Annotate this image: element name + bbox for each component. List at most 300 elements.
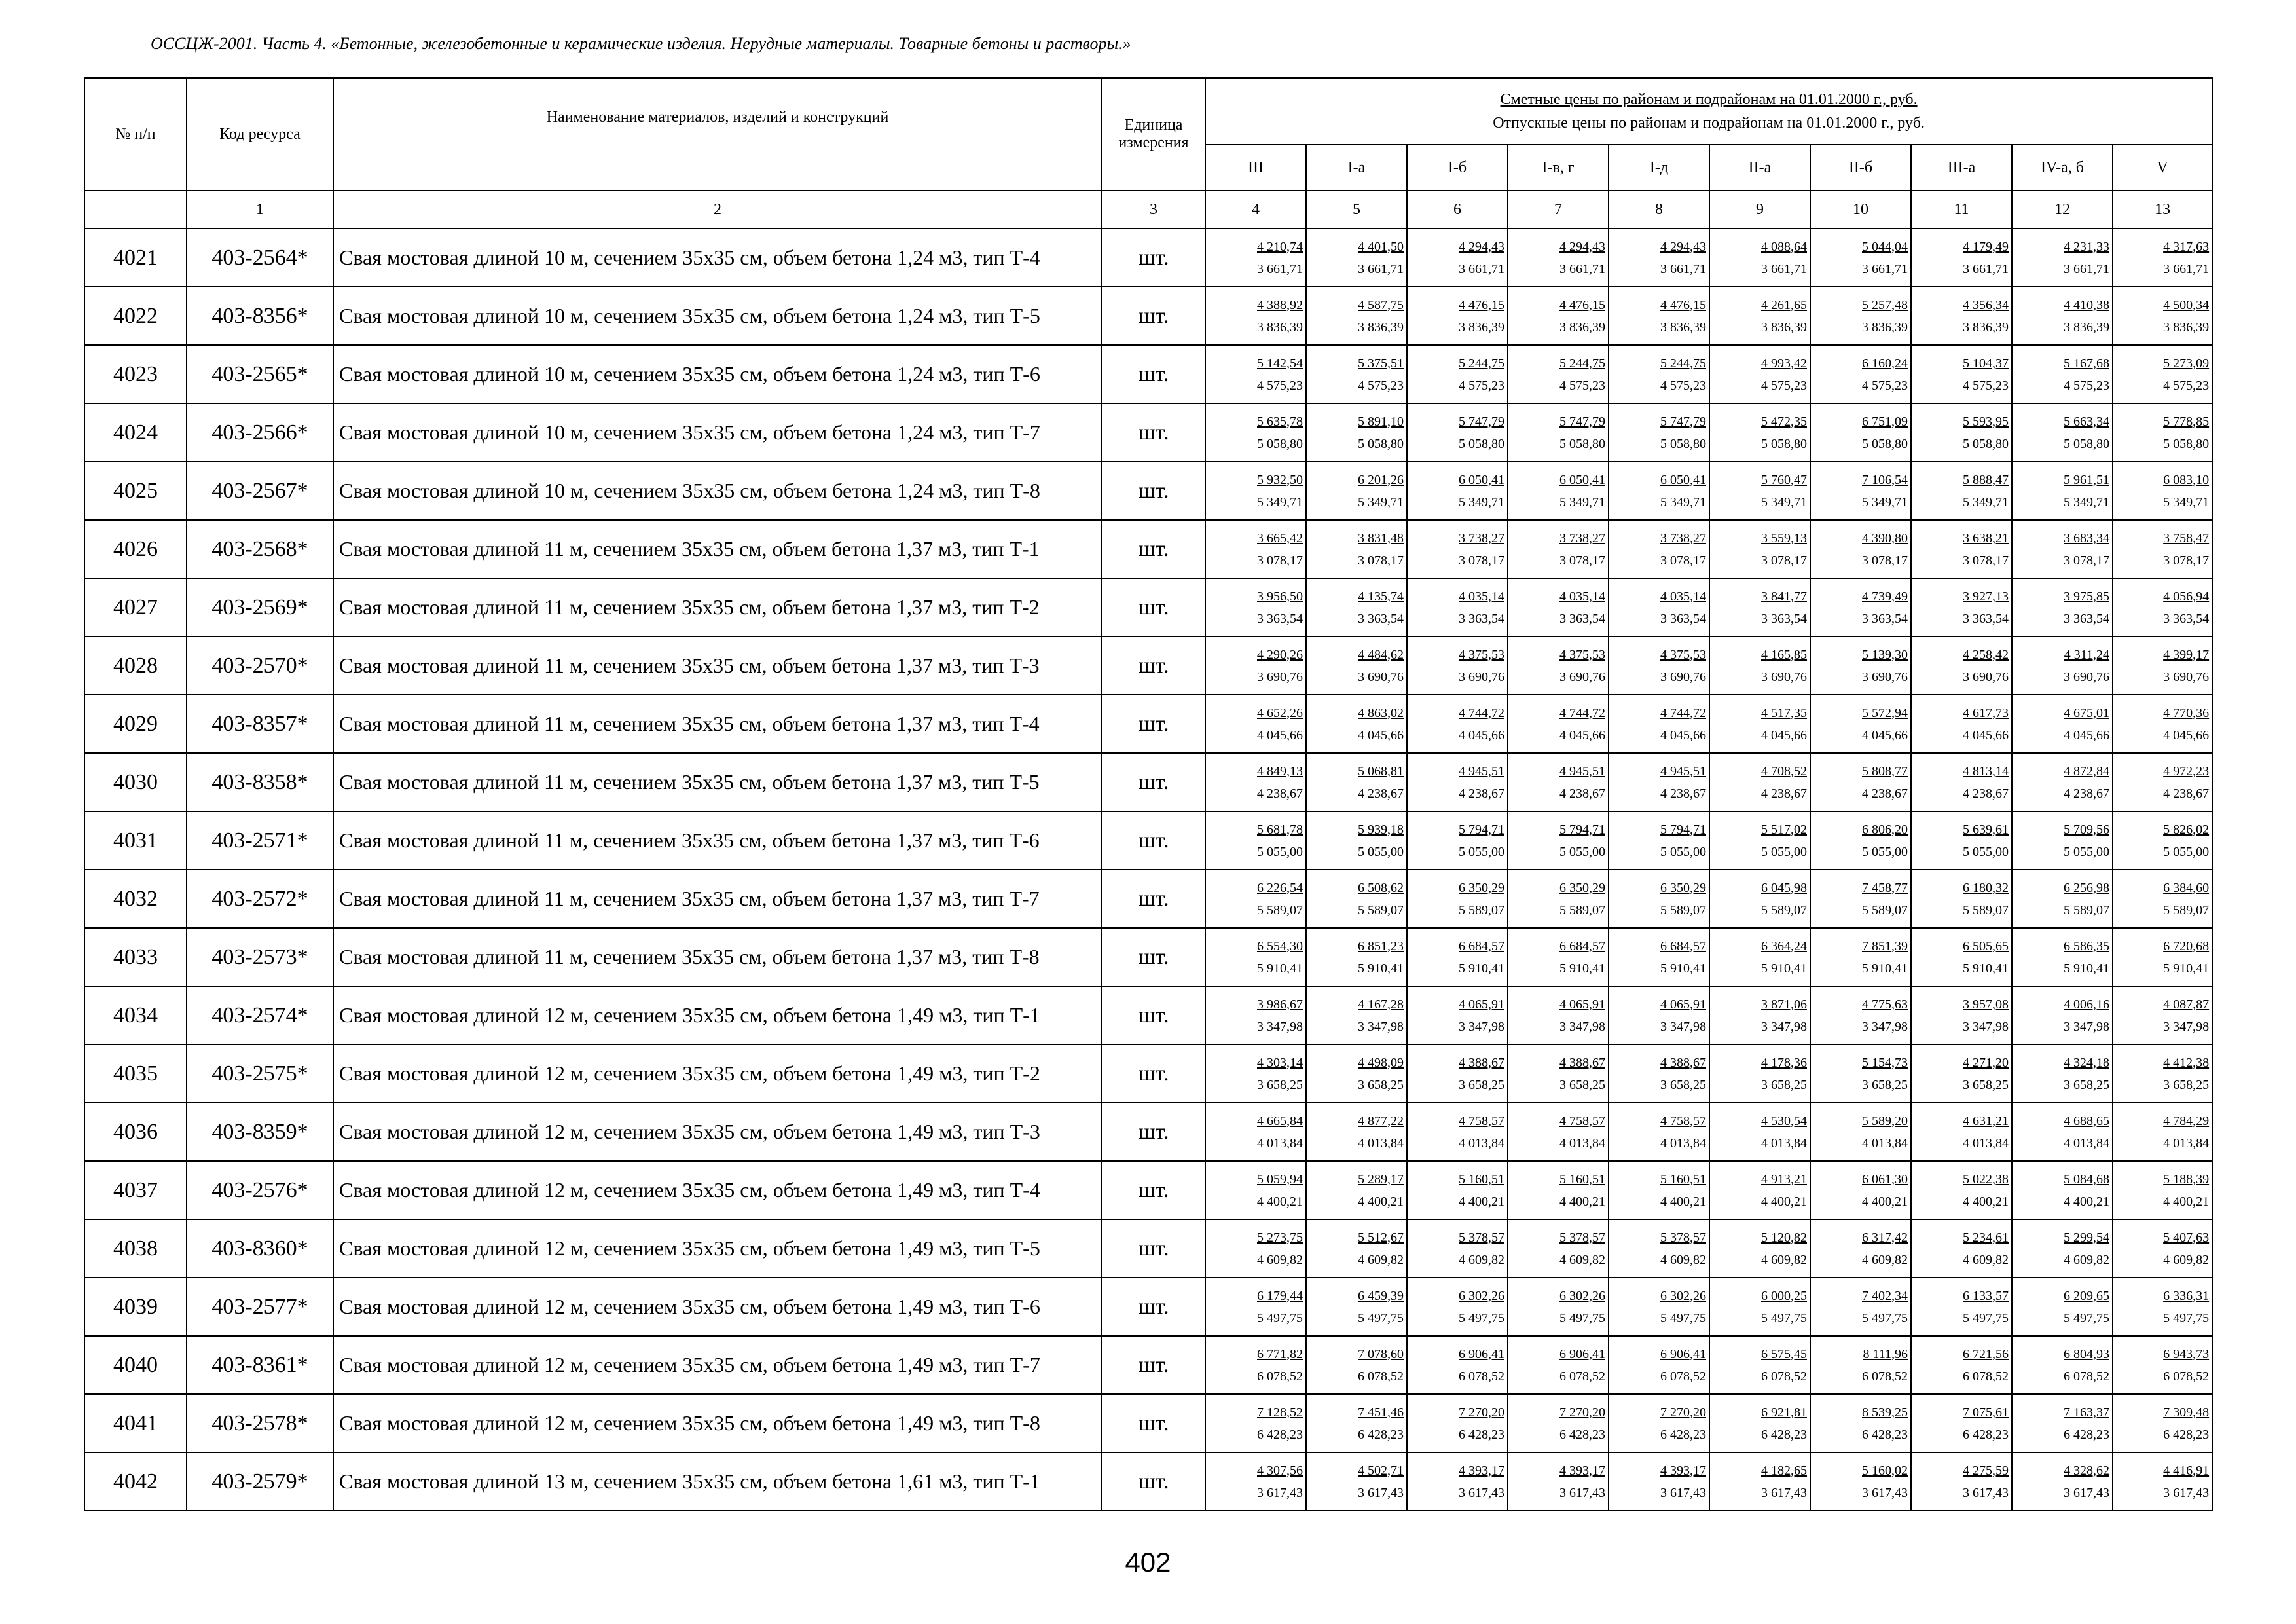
estimate-price: 6 906,41 bbox=[1459, 1346, 1504, 1361]
table-row bbox=[84, 1161, 2212, 1219]
release-price: 3 347,98 bbox=[2064, 1019, 2109, 1034]
estimate-price: 4 775,63 bbox=[1862, 997, 1908, 1012]
estimate-price: 5 160,02 bbox=[1862, 1463, 1908, 1478]
release-price: 3 836,39 bbox=[1660, 320, 1706, 335]
price-cell bbox=[1911, 870, 2012, 928]
estimate-price: 5 681,78 bbox=[1257, 822, 1303, 837]
release-price: 6 078,52 bbox=[1761, 1369, 1807, 1384]
row-number: 4033 bbox=[84, 928, 187, 986]
release-price: 3 617,43 bbox=[2064, 1485, 2109, 1500]
release-price: 4 575,23 bbox=[1660, 378, 1706, 393]
release-price: 5 349,71 bbox=[1459, 494, 1504, 509]
release-price: 6 078,52 bbox=[1257, 1369, 1303, 1384]
row-number: 4028 bbox=[84, 637, 187, 695]
price-cell bbox=[1911, 928, 2012, 986]
price-cell bbox=[2012, 637, 2113, 695]
price-cell bbox=[1709, 345, 1810, 403]
price-cell bbox=[1407, 1452, 1508, 1511]
price-cell bbox=[1508, 1219, 1609, 1278]
estimate-price: 4 167,28 bbox=[1358, 997, 1404, 1012]
unit-of-measure: шт. bbox=[1102, 870, 1205, 928]
release-price: 3 836,39 bbox=[1761, 320, 1807, 335]
release-price: 5 497,75 bbox=[1862, 1310, 1908, 1325]
estimate-price: 6 554,30 bbox=[1257, 938, 1303, 953]
estimate-price: 4 498,09 bbox=[1358, 1055, 1404, 1070]
table-row bbox=[84, 637, 2212, 695]
price-cell bbox=[2113, 1336, 2212, 1394]
header-prices bbox=[1205, 78, 2212, 145]
estimate-price: 4 065,91 bbox=[1559, 997, 1605, 1012]
price-cell bbox=[1709, 753, 1810, 811]
resource-code: 403-2569* bbox=[187, 578, 333, 637]
unit-of-measure: шт. bbox=[1102, 1336, 1205, 1394]
estimate-price: 5 888,47 bbox=[1963, 472, 2009, 487]
price-cell bbox=[1407, 870, 1508, 928]
estimate-price: 7 163,37 bbox=[2064, 1405, 2109, 1420]
release-price: 4 238,67 bbox=[1559, 786, 1605, 801]
column-number: 4 bbox=[1205, 191, 1306, 229]
release-price: 5 910,41 bbox=[1660, 961, 1706, 976]
price-cell bbox=[1810, 928, 1911, 986]
price-cell bbox=[1306, 1161, 1407, 1219]
price-cell bbox=[2113, 287, 2212, 345]
release-price: 5 497,75 bbox=[1358, 1310, 1404, 1325]
estimate-price: 4 872,84 bbox=[2064, 764, 2109, 779]
release-price: 3 836,39 bbox=[1862, 320, 1908, 335]
unit-of-measure: шт. bbox=[1102, 1161, 1205, 1219]
region-header: II-б bbox=[1810, 145, 1911, 191]
unit-of-measure: шт. bbox=[1102, 1278, 1205, 1336]
estimate-price: 4 324,18 bbox=[2064, 1055, 2109, 1070]
resource-code: 403-8360* bbox=[187, 1219, 333, 1278]
estimate-price: 5 794,71 bbox=[1459, 822, 1504, 837]
release-price: 4 400,21 bbox=[2163, 1194, 2210, 1209]
estimate-price: 5 826,02 bbox=[2163, 822, 2210, 837]
release-price: 3 617,43 bbox=[1559, 1485, 1605, 1500]
estimate-price: 5 257,48 bbox=[1862, 297, 1908, 312]
release-price: 3 363,54 bbox=[1358, 611, 1404, 626]
unit-of-measure: шт. bbox=[1102, 695, 1205, 753]
price-cell bbox=[1709, 1044, 1810, 1103]
unit-of-measure: шт. bbox=[1102, 520, 1205, 578]
estimate-price: 7 106,54 bbox=[1862, 472, 1908, 487]
release-price: 4 400,21 bbox=[2064, 1194, 2109, 1209]
estimate-price: 4 035,14 bbox=[1660, 589, 1706, 604]
estimate-price: 5 891,10 bbox=[1358, 414, 1404, 429]
estimate-price: 5 022,38 bbox=[1963, 1172, 2009, 1187]
row-number: 4037 bbox=[84, 1161, 187, 1219]
price-cell bbox=[1508, 637, 1609, 695]
estimate-price: 6 364,24 bbox=[1761, 938, 1807, 953]
estimate-price: 6 050,41 bbox=[1660, 472, 1706, 487]
price-cell bbox=[1810, 520, 1911, 578]
price-cell bbox=[1407, 1103, 1508, 1161]
estimate-price: 4 631,21 bbox=[1963, 1113, 2009, 1128]
release-price: 5 497,75 bbox=[1257, 1310, 1303, 1325]
price-cell bbox=[2012, 1161, 2113, 1219]
estimate-price: 6 133,57 bbox=[1963, 1288, 2009, 1303]
price-cell bbox=[2113, 403, 2212, 462]
release-price: 3 690,76 bbox=[1660, 669, 1706, 684]
price-cell bbox=[2113, 520, 2212, 578]
release-price: 4 400,21 bbox=[1862, 1194, 1908, 1209]
material-name: Свая мостовая длиной 12 м, сечением 35х35 см, объем бетона 1,49 м3, тип Т-3 bbox=[333, 1103, 1102, 1161]
price-cell bbox=[1609, 753, 1709, 811]
column-number: 9 bbox=[1709, 191, 1810, 229]
price-cell bbox=[1709, 695, 1810, 753]
release-price: 5 589,07 bbox=[2064, 902, 2109, 917]
price-cell bbox=[2113, 578, 2212, 637]
release-price: 3 617,43 bbox=[1459, 1485, 1504, 1500]
price-cell bbox=[1407, 753, 1508, 811]
estimate-price: 6 160,24 bbox=[1862, 356, 1908, 371]
material-name: Свая мостовая длиной 12 м, сечением 35х35 см, объем бетона 1,49 м3, тип Т-1 bbox=[333, 986, 1102, 1044]
column-number: 12 bbox=[2012, 191, 2113, 229]
price-cell bbox=[1508, 403, 1609, 462]
price-cell bbox=[1407, 287, 1508, 345]
price-cell bbox=[1306, 1219, 1407, 1278]
estimate-price: 5 593,95 bbox=[1963, 414, 2009, 429]
unit-of-measure: шт. bbox=[1102, 1103, 1205, 1161]
estimate-price: 7 458,77 bbox=[1862, 880, 1908, 895]
material-name: Свая мостовая длиной 11 м, сечением 35х35 см, объем бетона 1,37 м3, тип Т-1 bbox=[333, 520, 1102, 578]
row-number: 4036 bbox=[84, 1103, 187, 1161]
price-cell bbox=[1407, 403, 1508, 462]
table-row bbox=[84, 520, 2212, 578]
price-cell bbox=[1911, 695, 2012, 753]
price-cell bbox=[1205, 870, 1306, 928]
release-price: 3 363,54 bbox=[1963, 611, 2009, 626]
release-price: 4 045,66 bbox=[1459, 728, 1504, 743]
estimate-price: 3 831,48 bbox=[1358, 530, 1404, 545]
resource-code: 403-2567* bbox=[187, 462, 333, 520]
estimate-price: 6 045,98 bbox=[1761, 880, 1807, 895]
price-cell bbox=[1709, 986, 1810, 1044]
price-cell bbox=[1609, 1336, 1709, 1394]
estimate-price: 4 476,15 bbox=[1459, 297, 1504, 312]
estimate-price: 5 472,35 bbox=[1761, 414, 1807, 429]
release-price: 3 078,17 bbox=[1862, 553, 1908, 568]
table-row bbox=[84, 578, 2212, 637]
price-cell bbox=[1911, 229, 2012, 287]
estimate-price: 4 945,51 bbox=[1459, 764, 1504, 779]
estimate-price: 5 794,71 bbox=[1559, 822, 1605, 837]
release-price: 3 658,25 bbox=[1761, 1077, 1807, 1092]
estimate-price: 5 120,82 bbox=[1761, 1230, 1807, 1245]
estimate-price: 4 744,72 bbox=[1559, 705, 1605, 720]
release-price: 6 078,52 bbox=[1559, 1369, 1605, 1384]
price-cell bbox=[1205, 1103, 1306, 1161]
estimate-price: 4 476,15 bbox=[1559, 297, 1605, 312]
price-cell bbox=[1205, 695, 1306, 753]
release-price: 3 363,54 bbox=[1257, 611, 1303, 626]
release-price: 5 055,00 bbox=[2163, 844, 2210, 859]
price-cell bbox=[1810, 695, 1911, 753]
price-cell bbox=[1709, 462, 1810, 520]
price-cell bbox=[2012, 345, 2113, 403]
release-price: 4 400,21 bbox=[1459, 1194, 1504, 1209]
release-price: 5 058,80 bbox=[2163, 436, 2210, 451]
price-cell bbox=[1609, 1044, 1709, 1103]
release-price: 5 349,71 bbox=[2064, 494, 2109, 509]
table-row bbox=[84, 695, 2212, 753]
estimate-price: 5 517,02 bbox=[1761, 822, 1807, 837]
price-cell bbox=[2113, 870, 2212, 928]
price-cell bbox=[1205, 1336, 1306, 1394]
header-estimate-prices: Сметные цены по районам и подрайонам на 01.01.2000 г., руб. bbox=[1500, 91, 1918, 108]
table-row bbox=[84, 1103, 2212, 1161]
price-cell bbox=[1508, 229, 1609, 287]
release-price: 3 836,39 bbox=[1963, 320, 2009, 335]
estimate-price: 4 182,65 bbox=[1761, 1463, 1807, 1478]
estimate-price: 4 375,53 bbox=[1660, 647, 1706, 662]
estimate-price: 5 068,81 bbox=[1358, 764, 1404, 779]
material-name: Свая мостовая длиной 10 м, сечением 35х35 см, объем бетона 1,24 м3, тип Т-4 bbox=[333, 229, 1102, 287]
price-cell bbox=[2113, 753, 2212, 811]
release-price: 5 497,75 bbox=[1559, 1310, 1605, 1325]
price-cell bbox=[1508, 928, 1609, 986]
release-price: 3 617,43 bbox=[1963, 1485, 2009, 1500]
release-price: 3 078,17 bbox=[2064, 553, 2109, 568]
row-number: 4027 bbox=[84, 578, 187, 637]
release-price: 3 078,17 bbox=[1459, 553, 1504, 568]
material-name: Свая мостовая длиной 12 м, сечением 35х35 см, объем бетона 1,49 м3, тип Т-2 bbox=[333, 1044, 1102, 1103]
price-cell bbox=[1609, 403, 1709, 462]
price-cell bbox=[1911, 578, 2012, 637]
resource-code: 403-8358* bbox=[187, 753, 333, 811]
release-price: 4 045,66 bbox=[1660, 728, 1706, 743]
estimate-price: 4 294,43 bbox=[1559, 239, 1605, 254]
release-price: 3 690,76 bbox=[2064, 669, 2109, 684]
release-price: 3 363,54 bbox=[1660, 611, 1706, 626]
price-cell bbox=[1407, 1044, 1508, 1103]
unit-of-measure: шт. bbox=[1102, 1219, 1205, 1278]
resource-code: 403-2566* bbox=[187, 403, 333, 462]
estimate-price: 6 684,57 bbox=[1660, 938, 1706, 953]
price-cell bbox=[1407, 1336, 1508, 1394]
release-price: 3 661,71 bbox=[1862, 261, 1908, 276]
release-price: 6 428,23 bbox=[1963, 1427, 2009, 1442]
estimate-price: 4 311,24 bbox=[2064, 647, 2109, 662]
release-price: 5 055,00 bbox=[1358, 844, 1404, 859]
estimate-price: 4 784,29 bbox=[2163, 1113, 2210, 1128]
estimate-price: 5 299,54 bbox=[2064, 1230, 2109, 1245]
release-price: 4 575,23 bbox=[1459, 378, 1504, 393]
estimate-price: 4 393,17 bbox=[1559, 1463, 1605, 1478]
table-row bbox=[84, 462, 2212, 520]
price-cell bbox=[1609, 695, 1709, 753]
estimate-price: 4 375,53 bbox=[1559, 647, 1605, 662]
release-price: 6 428,23 bbox=[1761, 1427, 1807, 1442]
estimate-price: 4 708,52 bbox=[1761, 764, 1807, 779]
estimate-price: 4 065,91 bbox=[1459, 997, 1504, 1012]
row-number: 4040 bbox=[84, 1336, 187, 1394]
release-price: 3 347,98 bbox=[1862, 1019, 1908, 1034]
estimate-price: 5 794,71 bbox=[1660, 822, 1706, 837]
estimate-price: 5 160,51 bbox=[1459, 1172, 1504, 1187]
release-price: 3 347,98 bbox=[1559, 1019, 1605, 1034]
release-price: 5 058,80 bbox=[2064, 436, 2109, 451]
price-cell bbox=[2012, 1103, 2113, 1161]
release-price: 5 497,75 bbox=[2163, 1310, 2210, 1325]
material-name: Свая мостовая длиной 11 м, сечением 35х35 см, объем бетона 1,37 м3, тип Т-8 bbox=[333, 928, 1102, 986]
estimate-price: 4 178,36 bbox=[1761, 1055, 1807, 1070]
price-cell bbox=[1810, 1103, 1911, 1161]
row-number: 4024 bbox=[84, 403, 187, 462]
price-cell bbox=[2113, 1452, 2212, 1511]
resource-code: 403-2578* bbox=[187, 1394, 333, 1452]
price-cell bbox=[1709, 811, 1810, 870]
table-row bbox=[84, 1278, 2212, 1336]
price-cell bbox=[1810, 986, 1911, 1044]
release-price: 4 609,82 bbox=[1761, 1252, 1807, 1267]
release-price: 3 661,71 bbox=[1559, 261, 1605, 276]
price-cell bbox=[1407, 345, 1508, 403]
release-price: 4 238,67 bbox=[1660, 786, 1706, 801]
release-price: 5 589,07 bbox=[1257, 902, 1303, 917]
release-price: 4 575,23 bbox=[1257, 378, 1303, 393]
release-price: 5 910,41 bbox=[1963, 961, 2009, 976]
estimate-price: 4 393,17 bbox=[1660, 1463, 1706, 1478]
estimate-price: 6 575,45 bbox=[1761, 1346, 1807, 1361]
price-cell bbox=[1709, 229, 1810, 287]
release-price: 3 661,71 bbox=[1358, 261, 1404, 276]
price-cell bbox=[1205, 1278, 1306, 1336]
table-row bbox=[84, 986, 2212, 1044]
estimate-price: 7 270,20 bbox=[1660, 1405, 1706, 1420]
price-cell bbox=[1609, 1103, 1709, 1161]
price-cell bbox=[1508, 1394, 1609, 1452]
column-number: 8 bbox=[1609, 191, 1709, 229]
release-price: 4 575,23 bbox=[2064, 378, 2109, 393]
release-price: 3 690,76 bbox=[1459, 669, 1504, 684]
material-name: Свая мостовая длиной 13 м, сечением 35х35 см, объем бетона 1,61 м3, тип Т-1 bbox=[333, 1452, 1102, 1511]
release-price: 4 238,67 bbox=[2163, 786, 2210, 801]
column-number: 10 bbox=[1810, 191, 1911, 229]
price-table bbox=[84, 77, 2213, 1511]
row-number: 4041 bbox=[84, 1394, 187, 1452]
estimate-price: 4 476,15 bbox=[1660, 297, 1706, 312]
unit-of-measure: шт. bbox=[1102, 462, 1205, 520]
resource-code: 403-2574* bbox=[187, 986, 333, 1044]
resource-code: 403-8357* bbox=[187, 695, 333, 753]
material-name: Свая мостовая длиной 11 м, сечением 35х35 см, объем бетона 1,37 м3, тип Т-2 bbox=[333, 578, 1102, 637]
price-cell bbox=[1810, 1278, 1911, 1336]
release-price: 4 238,67 bbox=[1963, 786, 2009, 801]
column-number: 7 bbox=[1508, 191, 1609, 229]
release-price: 5 058,80 bbox=[1660, 436, 1706, 451]
estimate-price: 4 231,33 bbox=[2064, 239, 2109, 254]
release-price: 4 045,66 bbox=[1963, 728, 2009, 743]
estimate-price: 4 390,80 bbox=[1862, 530, 1908, 545]
price-cell bbox=[1810, 1394, 1911, 1452]
region-header: I-б bbox=[1407, 145, 1508, 191]
estimate-price: 6 721,56 bbox=[1963, 1346, 2009, 1361]
release-price: 3 617,43 bbox=[1660, 1485, 1706, 1500]
column-number: 13 bbox=[2113, 191, 2212, 229]
resource-code: 403-2577* bbox=[187, 1278, 333, 1336]
price-cell bbox=[2012, 462, 2113, 520]
release-price: 5 910,41 bbox=[1559, 961, 1605, 976]
release-price: 3 347,98 bbox=[1459, 1019, 1504, 1034]
price-cell bbox=[1407, 1161, 1508, 1219]
release-price: 5 910,41 bbox=[2064, 961, 2109, 976]
unit-of-measure: шт. bbox=[1102, 811, 1205, 870]
release-price: 3 363,54 bbox=[2064, 611, 2109, 626]
price-cell bbox=[1709, 1278, 1810, 1336]
table-row bbox=[84, 753, 2212, 811]
price-cell bbox=[1306, 520, 1407, 578]
release-price: 3 690,76 bbox=[1963, 669, 2009, 684]
price-cell bbox=[1508, 462, 1609, 520]
price-cell bbox=[1407, 986, 1508, 1044]
column-number: 2 bbox=[333, 191, 1102, 229]
table-row bbox=[84, 1219, 2212, 1278]
price-cell bbox=[1508, 870, 1609, 928]
price-cell bbox=[1911, 1161, 2012, 1219]
price-cell bbox=[1508, 986, 1609, 1044]
estimate-price: 5 760,47 bbox=[1761, 472, 1807, 487]
estimate-price: 6 508,62 bbox=[1358, 880, 1404, 895]
resource-code: 403-2571* bbox=[187, 811, 333, 870]
release-price: 5 055,00 bbox=[1559, 844, 1605, 859]
region-header: II-а bbox=[1709, 145, 1810, 191]
estimate-price: 4 863,02 bbox=[1358, 705, 1404, 720]
price-cell bbox=[1205, 1452, 1306, 1511]
unit-of-measure: шт. bbox=[1102, 287, 1205, 345]
page-number: 402 bbox=[1125, 1547, 1171, 1578]
release-price: 4 575,23 bbox=[1358, 378, 1404, 393]
price-cell bbox=[1810, 870, 1911, 928]
price-cell bbox=[1306, 1044, 1407, 1103]
estimate-price: 4 587,75 bbox=[1358, 297, 1404, 312]
price-cell bbox=[2113, 1219, 2212, 1278]
price-cell bbox=[1911, 1278, 2012, 1336]
release-price: 6 078,52 bbox=[2163, 1369, 2210, 1384]
release-price: 4 575,23 bbox=[1862, 378, 1908, 393]
price-cell bbox=[1810, 1161, 1911, 1219]
material-name: Свая мостовая длиной 12 м, сечением 35х35 см, объем бетона 1,49 м3, тип Т-4 bbox=[333, 1161, 1102, 1219]
row-number: 4021 bbox=[84, 229, 187, 287]
price-cell bbox=[1205, 520, 1306, 578]
price-cell bbox=[1609, 229, 1709, 287]
estimate-price: 7 270,20 bbox=[1559, 1405, 1605, 1420]
price-cell bbox=[1306, 695, 1407, 753]
column-number: 6 bbox=[1407, 191, 1508, 229]
release-price: 5 058,80 bbox=[1559, 436, 1605, 451]
price-cell bbox=[1709, 1161, 1810, 1219]
estimate-price: 7 075,61 bbox=[1963, 1405, 2009, 1420]
price-cell bbox=[1911, 637, 2012, 695]
material-name: Свая мостовая длиной 11 м, сечением 35х35 см, объем бетона 1,37 м3, тип Т-7 bbox=[333, 870, 1102, 928]
estimate-price: 4 388,67 bbox=[1559, 1055, 1605, 1070]
price-cell bbox=[2113, 637, 2212, 695]
price-cell bbox=[1609, 462, 1709, 520]
estimate-price: 4 517,35 bbox=[1761, 705, 1807, 720]
release-price: 3 836,39 bbox=[2163, 320, 2210, 335]
release-price: 5 055,00 bbox=[2064, 844, 2109, 859]
price-cell bbox=[1306, 462, 1407, 520]
resource-code: 403-2570* bbox=[187, 637, 333, 695]
release-price: 3 078,17 bbox=[1761, 553, 1807, 568]
price-cell bbox=[2113, 1278, 2212, 1336]
release-price: 4 238,67 bbox=[1358, 786, 1404, 801]
row-number: 4034 bbox=[84, 986, 187, 1044]
estimate-price: 5 778,85 bbox=[2163, 414, 2210, 429]
price-cell bbox=[1609, 1219, 1709, 1278]
price-cell bbox=[2012, 229, 2113, 287]
estimate-price: 6 771,82 bbox=[1257, 1346, 1303, 1361]
